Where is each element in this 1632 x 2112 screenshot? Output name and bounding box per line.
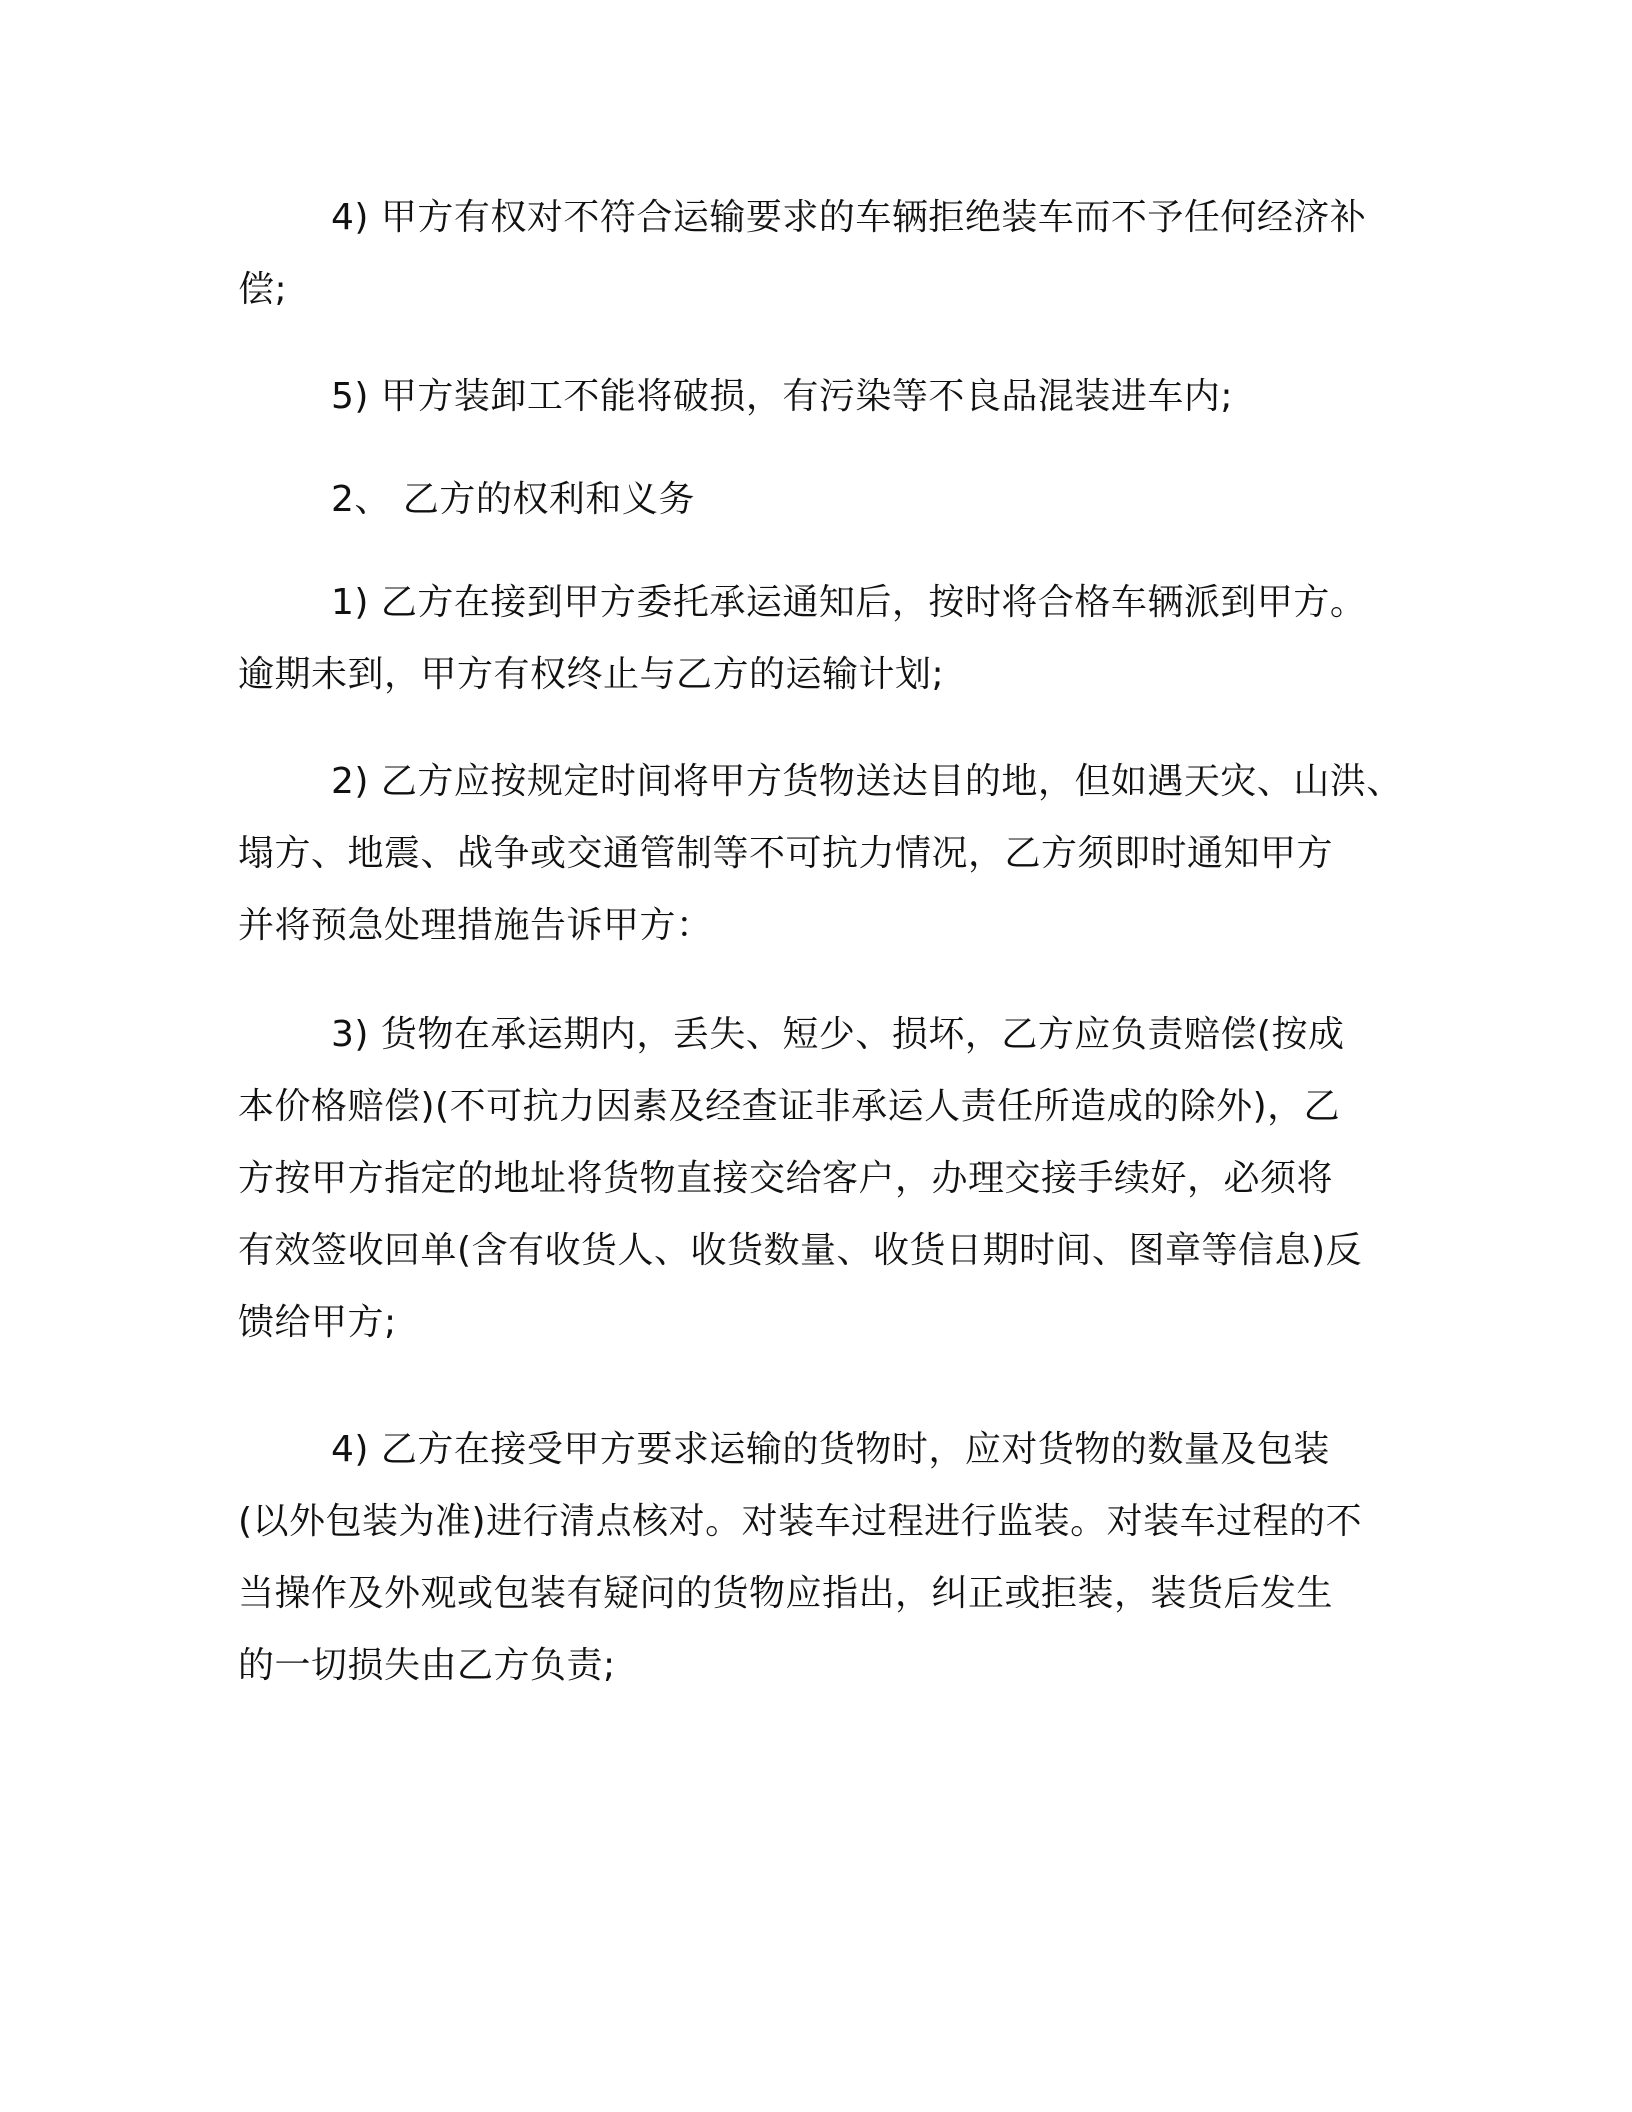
paragraph-line: 偿; (238, 269, 288, 310)
paragraph-line: 1) 乙方在接到甲方委托承运通知后，按时将合格车辆派到甲方。 (331, 582, 1367, 623)
paragraph-line: (以外包装为准)进行清点核对。对装车过程进行监装。对装车过程的不 (238, 1501, 1363, 1542)
paragraph-line: 并将预急处理措施告诉甲方： (238, 905, 713, 946)
paragraph-line: 逾期未到，甲方有权终止与乙方的运输计划; (238, 654, 945, 695)
paragraph-line: 4) 乙方在接受甲方要求运输的货物时，应对货物的数量及包装 (331, 1429, 1330, 1470)
paragraph-line: 方按甲方指定的地址将货物直接交给客户，办理交接手续好，必须将 (238, 1158, 1334, 1199)
paragraph-line: 2) 乙方应按规定时间将甲方货物送达目的地，但如遇天灾、山洪、 (331, 761, 1403, 802)
paragraph-line: 3) 货物在承运期内，丢失、短少、损坏，乙方应负责赔偿(按成 (331, 1014, 1345, 1055)
paragraph-line: 5) 甲方装卸工不能将破损，有污染等不良品混装进车内; (331, 376, 1234, 417)
paragraph-line: 的一切损失由乙方负责; (238, 1645, 616, 1686)
paragraph-line: 当操作及外观或包装有疑问的货物应指出，纠正或拒装，装货后发生 (238, 1573, 1334, 1614)
paragraph-line: 塌方、地震、战争或交通管制等不可抗力情况，乙方须即时通知甲方 (238, 833, 1334, 874)
paragraph-line: 4) 甲方有权对不符合运输要求的车辆拒绝装车而不予任何经济补 (331, 197, 1367, 238)
paragraph-line: 有效签收回单(含有收货人、收货数量、收货日期时间、图章等信息)反 (238, 1230, 1363, 1271)
section-heading-text: 2、 乙方的权利和义务 (331, 479, 695, 520)
paragraph-line: 馈给甲方; (238, 1302, 397, 1343)
paragraph-line: 本价格赔偿)(不可抗力因素及经查证非承运人责任所造成的除外)，乙 (238, 1086, 1341, 1127)
